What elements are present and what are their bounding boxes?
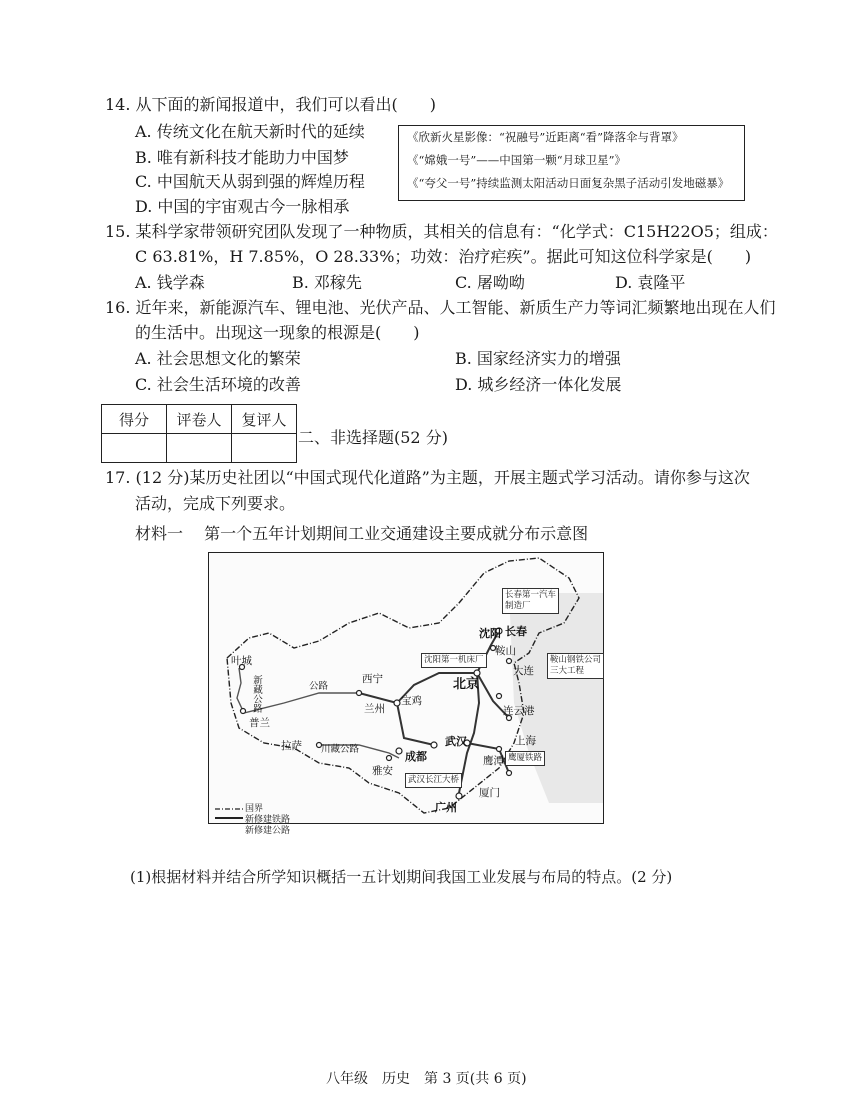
legend-border: 国界 [245,804,264,814]
grader-cell[interactable] [167,434,232,463]
road-label: 川藏公路 [321,744,360,755]
city-label: 北京 [453,677,480,692]
news-box [398,125,745,201]
box-line: 鞍山钢铁公司 [550,655,602,665]
q16-option-a: A. 社会思想文化的繁荣 [135,349,301,368]
news-item: 《欣新火星影像：“祝融号”近距离“看”降落伞与背罩》 [407,130,684,144]
q17-line2: 活动，完成下列要求。 [135,494,296,513]
q14-stem: 14. 从下面的新闻报道中，我们可以看出( ) [105,95,437,114]
score-table [101,404,297,463]
city-label: 广州 [435,801,457,814]
city-label: 宝鸡 [401,695,422,707]
news-item: 《“夸父一号”持续监测太阳活动日面复杂黑子活动引发地磁暴》 [407,176,730,190]
city-label: 拉萨 [281,740,302,752]
q15-line1: 15. 某科学家带领研究团队发现了一种物质，其相关的信息有：“化学式：C15H22O5；组成： [105,222,778,241]
box-line: 长春第一汽车 [505,590,557,600]
q16-option-c: C. 社会生活环境的改善 [135,375,301,394]
q17-line1: 17. (12 分)某历史社团以“中国式现代化道路”为主题，开展主题式学习活动。请你参与这次 [105,468,750,487]
city-label: 武汉 [445,735,467,748]
q15-line2: C 63.81%，H 7.85%，O 28.33%；功效：治疗疟疾”。据此可知这位科学家是( ) [135,247,752,266]
map-box-faw [502,588,559,614]
map-box-wuhan-bridge: 武汉长江大桥 [405,773,462,788]
reviewer-cell[interactable] [232,434,297,463]
map-box-yingxia: 鹰厦铁路 [505,751,545,766]
q17-sub1: (1)根据材料并结合所学知识概括一五计划期间我国工业发展与布局的特点。(2 分) [130,868,673,886]
city-label: 厦门 [479,787,500,799]
legend-road: 新修建公路 [245,826,291,836]
city-label: 叶城 [231,655,252,667]
city-label: 成都 [405,750,427,763]
q14-option-a: A. 传统文化在航天新时代的延续 [135,122,365,141]
map-figure [208,552,604,836]
city-label: 沈阳 [479,627,501,640]
reviewer-header: 复评人 [232,405,297,434]
road-label: 新藏公路 [251,675,262,713]
legend-railway: 新修建铁路 [245,815,291,825]
news-item: 《“嫦娥一号”——中国第一颗“月球卫星”》 [407,153,627,167]
city-label: 长春 [505,625,527,638]
box-line: 制造厂 [505,601,531,611]
q15-option-d: D. 袁隆平 [615,273,686,292]
q14-option-b: B. 唯有新科技才能助力中国梦 [135,148,349,167]
box-line: 三大工程 [550,666,585,676]
grader-header: 评卷人 [167,405,232,434]
city-label: 连云港 [503,705,535,717]
q16-line1: 16. 近年来，新能源汽车、锂电池、光伏产品、人工智能、新质生产力等词汇频繁地出现在人们 [105,298,776,317]
q15-option-a: A. 钱学森 [135,273,205,292]
city-label: 兰州 [364,703,385,715]
q15-option-c: C. 屠呦呦 [455,273,525,292]
q16-option-b: B. 国家经济实力的增强 [455,349,621,368]
q14-option-c: C. 中国航天从弱到强的辉煌历程 [135,172,365,191]
city-label: 普兰 [249,717,270,729]
city-label: 雅安 [372,765,393,777]
city-label: 鞍山 [495,645,516,657]
q14-option-d: D. 中国的宇宙观古今一脉相承 [135,197,350,216]
score-cell[interactable] [102,434,167,463]
q16-option-d: D. 城乡经济一体化发展 [455,375,622,394]
material-label: 材料一 第一个五年计划期间工业交通建设主要成就分布示意图 [135,524,589,543]
map-box-shenyang-tool: 沈阳第一机床厂 [421,653,487,668]
section-title: 二、非选择题(52 分) [298,428,448,447]
page-footer: 八年级 历史 第 3 页(共 6 页) [326,1071,527,1087]
city-label: 鹰潭 [483,755,504,767]
q16-line2: 的生活中。出现这一现象的根源是( ) [135,323,420,342]
map-box-anshan-steel [547,653,604,679]
road-label: 公路 [309,681,329,692]
city-label: 上海 [515,735,536,747]
city-label: 西宁 [362,673,383,685]
score-header: 得分 [102,405,167,434]
q15-option-b: B. 邓稼先 [292,273,362,292]
legend [245,804,290,837]
city-label: 大连 [513,665,534,677]
